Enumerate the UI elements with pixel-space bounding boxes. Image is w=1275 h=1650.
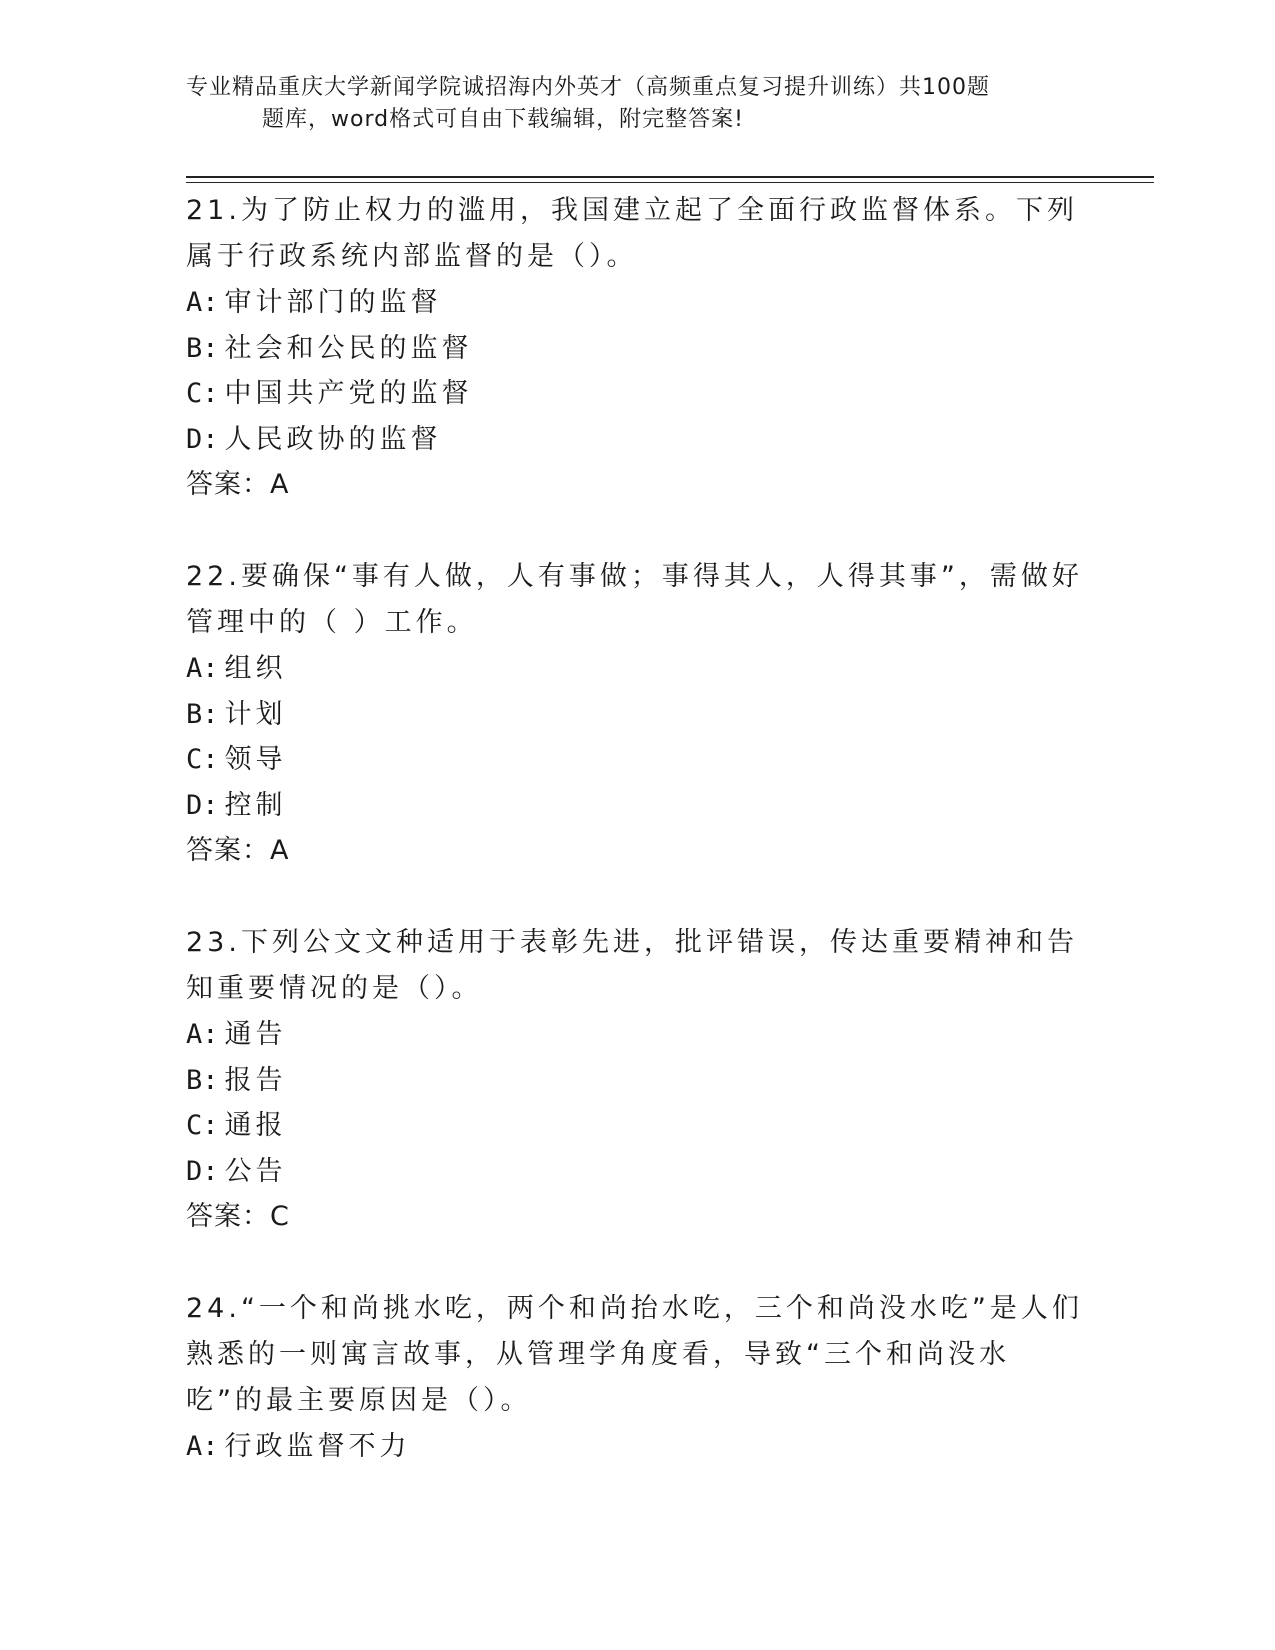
option-b xyxy=(186,326,1086,372)
header-rule-thin xyxy=(186,182,1154,183)
option-text: 组织 xyxy=(224,653,287,684)
option-letter: D: xyxy=(186,789,219,821)
document-header xyxy=(186,72,1066,136)
option-text: 领导 xyxy=(224,744,287,775)
option-b xyxy=(186,1058,1086,1104)
option-letter: C: xyxy=(186,378,219,409)
option-letter: B: xyxy=(186,1064,219,1096)
question-24 xyxy=(186,1286,1086,1470)
option-letter: A: xyxy=(186,1019,219,1050)
question-23 xyxy=(186,920,1086,1240)
option-b xyxy=(186,692,1086,738)
option-a xyxy=(186,1424,1086,1470)
option-d xyxy=(186,417,1086,463)
option-letter: B: xyxy=(186,332,219,364)
option-text: 通告 xyxy=(224,1019,287,1050)
option-letter: C: xyxy=(186,744,219,775)
option-letter: C: xyxy=(186,1110,219,1141)
option-letter: A: xyxy=(186,653,219,684)
question-22 xyxy=(186,554,1086,874)
option-c xyxy=(186,371,1086,417)
option-text: 公告 xyxy=(224,1155,287,1187)
header-title-line2: 题库，word格式可自由下载编辑，附完整答案! xyxy=(262,107,744,132)
header-rule-thick xyxy=(186,176,1154,178)
option-c xyxy=(186,737,1086,783)
option-a xyxy=(186,1012,1086,1058)
option-letter: A: xyxy=(186,1431,219,1462)
option-d xyxy=(186,1149,1086,1195)
option-letter: A: xyxy=(186,287,219,318)
question-stem: 21.为了防止权力的滥用，我国建立起了全面行政监督体系。下列属于行政系统内部监督的是（）。 xyxy=(186,195,1078,272)
option-letter: D: xyxy=(186,423,219,455)
answer-line: 答案：A xyxy=(186,469,290,500)
option-a xyxy=(186,646,1086,692)
answer-line: 答案：C xyxy=(186,1201,290,1232)
option-text: 社会和公民的监督 xyxy=(224,332,473,364)
question-21 xyxy=(186,188,1086,508)
option-letter: B: xyxy=(186,698,219,730)
header-title-line1: 专业精品重庆大学新闻学院诚招海内外英才（高频重点复习提升训练）共100题 xyxy=(186,75,990,100)
answer-line: 答案：A xyxy=(186,835,290,866)
question-list xyxy=(186,188,1086,1516)
option-a xyxy=(186,280,1086,326)
option-text: 通报 xyxy=(224,1110,287,1141)
option-c xyxy=(186,1103,1086,1149)
option-text: 报告 xyxy=(224,1064,287,1096)
option-text: 控制 xyxy=(224,789,287,821)
question-stem: 23.下列公文文种适用于表彰先进，批评错误，传达重要精神和告知重要情况的是（）。 xyxy=(186,927,1078,1004)
option-d xyxy=(186,783,1086,829)
option-text: 中国共产党的监督 xyxy=(224,378,473,409)
option-text: 审计部门的监督 xyxy=(224,287,442,318)
option-text: 计划 xyxy=(224,698,287,730)
question-stem: 24.“一个和尚挑水吃，两个和尚抬水吃，三个和尚没水吃”是人们熟悉的一则寓言故事，从管理学角度看，导致“三个和尚没水吃”的最主要原因是（）。 xyxy=(186,1293,1083,1416)
option-letter: D: xyxy=(186,1155,219,1187)
option-text: 人民政协的监督 xyxy=(224,423,442,455)
option-text: 行政监督不力 xyxy=(224,1431,411,1462)
question-stem: 22.要确保“事有人做，人有事做；事得其人，人得其事”，需做好管理中的（ ）工作。 xyxy=(186,561,1083,638)
